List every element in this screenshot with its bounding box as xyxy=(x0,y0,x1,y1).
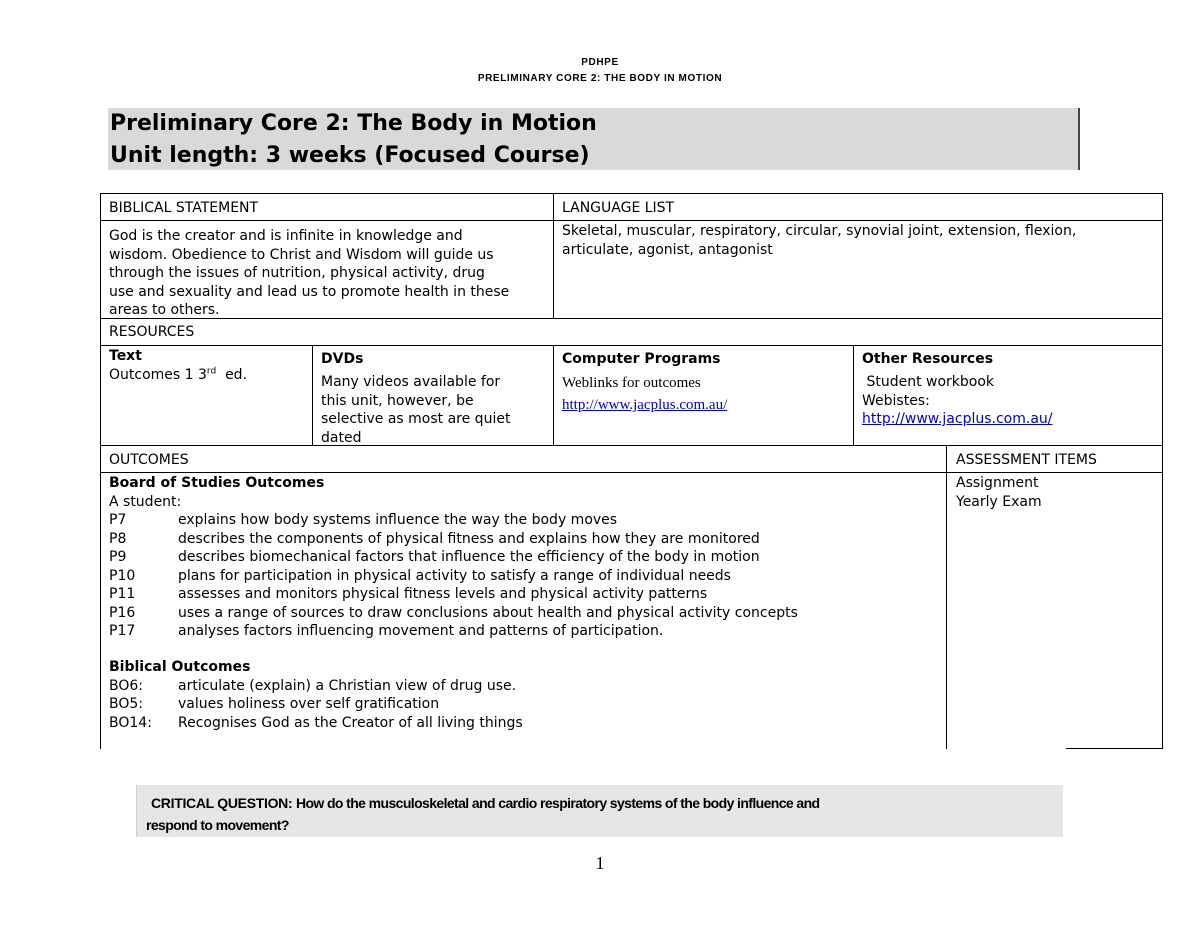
table-rule xyxy=(100,193,1163,194)
outcome-row xyxy=(109,622,663,641)
title-box xyxy=(108,108,1080,170)
dvds-heading: DVDs xyxy=(321,351,364,367)
biblical-statement-line: areas to others. xyxy=(109,302,220,318)
outcome-text: Recognises God as the Creator of all living things xyxy=(178,714,523,731)
table-rule xyxy=(100,345,1163,346)
dvds-line: selective as most are quiet xyxy=(321,411,511,427)
language-list-line: Skeletal, muscular, respiratory, circular, synovial joint, extension, flexion, xyxy=(562,223,1077,239)
assessment-item: Yearly Exam xyxy=(956,493,1042,510)
outcome-text: explains how body systems influence the way the body moves xyxy=(178,512,618,528)
assessment-item: Assignment xyxy=(956,475,1039,491)
table-rule xyxy=(100,472,1163,473)
critical-question-continuation: respond to movement? xyxy=(146,817,289,833)
outcome-row xyxy=(109,530,760,549)
outcome-code: P10 xyxy=(109,567,136,584)
ordinal-superscript: rd xyxy=(206,366,217,377)
weblinks-text: Weblinks for outcomes xyxy=(562,375,701,391)
critical-question-box xyxy=(136,785,1063,837)
outcome-text: plans for participation in physical activity to satisfy a range of individual needs xyxy=(178,567,731,584)
table-rule xyxy=(100,220,1163,221)
outcome-code: P7 xyxy=(109,512,127,528)
table-rule xyxy=(100,318,1163,319)
biblical-outcomes-heading: Biblical Outcomes xyxy=(109,659,251,675)
table-rule xyxy=(1162,193,1163,749)
outcome-code: P9 xyxy=(109,549,127,565)
other-resources-heading: Other Resources xyxy=(862,351,994,367)
resources-heading: RESOURCES xyxy=(109,324,195,340)
table-rule xyxy=(312,345,313,445)
outcome-row xyxy=(109,567,731,586)
unit-title: Preliminary Core 2: The Body in Motion xyxy=(110,111,597,136)
dvds-line: Many videos available for xyxy=(321,374,501,390)
a-student-intro: A student: xyxy=(109,493,182,510)
outcome-code: BO5: xyxy=(109,696,144,712)
assessment-heading: ASSESSMENT ITEMS xyxy=(956,452,1097,468)
biblical-statement-line: wisdom. Obedience to Christ and Wisdom will guide us xyxy=(109,246,494,263)
page-number: 1 xyxy=(595,853,605,873)
outcome-text: describes biomechanical factors that influence the efficiency of the body in motion xyxy=(178,549,760,565)
table-rule xyxy=(553,345,554,445)
dvds-line: dated xyxy=(321,429,362,446)
table-rule xyxy=(1066,748,1163,749)
outcome-row xyxy=(109,511,617,530)
biblical-statement-heading: BIBLICAL STATEMENT xyxy=(109,200,259,216)
biblical-outcome-row xyxy=(109,695,439,714)
outcome-code: BO14: xyxy=(109,714,152,731)
critical-question-text: How do the musculoskeletal and cardio respiratory systems of the body influence and xyxy=(295,795,820,811)
outcome-row xyxy=(109,585,707,604)
critical-question-label: CRITICAL QUESTION: xyxy=(151,795,293,811)
language-list-line: articulate, agonist, antagonist xyxy=(562,241,773,258)
outcome-code: P16 xyxy=(109,604,136,621)
text-resource-value: Outcomes 1 3rd ed. xyxy=(109,366,248,383)
student-workbook-text: Student workbook xyxy=(862,374,995,390)
other-jacplus-link[interactable]: http://www.jacplus.com.au/ xyxy=(862,411,1053,427)
websites-label: Webistes: xyxy=(862,392,930,409)
table-rule xyxy=(100,193,101,749)
outcome-code: P11 xyxy=(109,586,136,602)
unit-length: Unit length: 3 weeks (Focused Course) xyxy=(110,143,590,168)
outcome-text: assesses and monitors physical fitness levels and physical activity patterns xyxy=(178,586,708,602)
biblical-statement-line: through the issues of nutrition, physical activity, drug xyxy=(109,265,485,281)
biblical-outcome-row xyxy=(109,714,523,733)
outcome-row xyxy=(109,548,760,567)
critical-question-line xyxy=(151,795,820,811)
outcome-text: values holiness over self gratification xyxy=(178,696,440,712)
outcome-text: uses a range of sources to draw conclusions about health and physical activity concepts xyxy=(178,604,798,621)
dvds-line: this unit, however, be xyxy=(321,392,474,409)
outcome-row xyxy=(109,604,798,623)
biblical-statement-line: God is the creator and is infinite in knowledge and xyxy=(109,228,463,244)
outcome-text: describes the components of physical fitness and explains how they are monitored xyxy=(178,530,760,547)
table-rule xyxy=(100,445,1163,446)
jacplus-link[interactable]: http://www.jacplus.com.au/ xyxy=(562,397,728,413)
biblical-statement-line: use and sexuality and lead us to promote health in these xyxy=(109,283,510,300)
outcome-text: articulate (explain) a Christian view of drug use. xyxy=(178,677,517,694)
outcome-text: analyses factors influencing movement and patterns of participation. xyxy=(178,623,664,639)
table-rule xyxy=(853,345,854,445)
biblical-outcome-row xyxy=(109,677,516,696)
outcomes-heading: OUTCOMES xyxy=(109,452,189,468)
language-list-heading: LANGUAGE LIST xyxy=(562,200,675,216)
outcome-code: BO6: xyxy=(109,677,144,694)
running-header-unit: PRELIMINARY CORE 2: THE BODY IN MOTION xyxy=(477,73,723,84)
outcome-code: P17 xyxy=(109,623,136,639)
text-resource-heading: Text xyxy=(109,348,142,364)
bos-outcomes-heading: Board of Studies Outcomes xyxy=(109,475,325,491)
table-rule xyxy=(946,445,947,749)
running-header-subject: PDHPE xyxy=(581,57,619,68)
computer-programs-heading: Computer Programs xyxy=(562,351,721,367)
table-rule xyxy=(553,193,554,318)
outcome-code: P8 xyxy=(109,530,127,547)
